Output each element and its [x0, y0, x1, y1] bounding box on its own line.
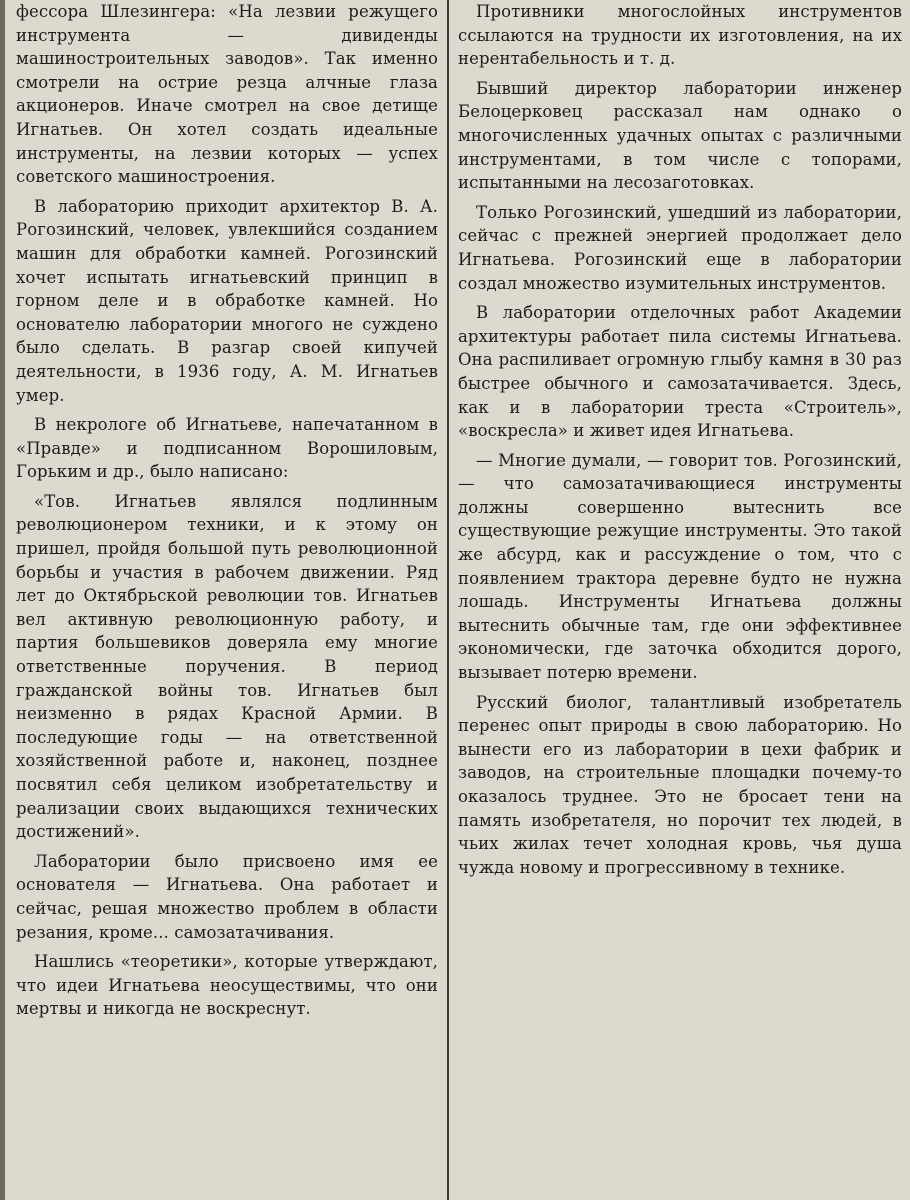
paragraph: фессора Шлезингера: «На лезвии режущего инструмента — дивиденды машиностроительных заводов». Так именно смотрели на острие резца алчные глаза акционеров. Иначе смотрел на свое детище Игнатьев. Он хотел создать идеальные инструменты, на лезвии которых — успех советского машиностроения.: [16, 2, 438, 187]
paragraph: В некрологе об Игнатьеве, напечатанном в «Правде» и подписанном Ворошиловым, Горьким и др., было написано:: [16, 415, 438, 482]
paragraph: В лабораторию приходит архитектор В. А. Рогозинский, человек, увлекшийся созданием машин для обработки камней. Рогозинский хочет испытать игнатьевский принцип в горном деле и в обработке камней. Но основателю лаборатории многого не суждено было сделать. В разгар своей кипучей деятельности, в 1936 году, А. М. Игнатьев умер.: [16, 196, 438, 405]
quote-paragraph: «Тов. Игнатьев являлся подлинным революционером техники, и к этому он пришел, пройдя большой путь революционной борьбы и участия в рабочем движении. Ряд лет до Октябрьской революции тов. Игнатьев вел активную революционную работу, и партия большевиков доверяла ему многие ответственные поручения. В период гражданской войны тов. Игнатьев был неизменно в рядах Красной Армии. В последующие годы — на ответственной хозяйственной работе и, наконец, позднее посвятил себя целиком изобретательству и реализации своих выдающихся технических достижений».: [16, 491, 438, 842]
paragraph: — Многие думали, — говорит тов. Рогозинский, — что самозатачивающиеся инструменты должны совершенно вытеснить все существующие режущие инструменты. Это такой же абсурд, как и рассуждение о том, что с появлением трактора деревне будто не нужна лошадь. Инструменты Игнатьева должны вытеснить обычные там, где они эффективнее экономически, где заточка обходится дорого, вызывает потерю времени.: [458, 450, 902, 683]
paragraph: Бывший директор лаборатории инженер Белоцерковец рассказал нам однако о многочисленных удачных опытах с различными инструментами, в том числе с топорами, испытанными на лесозаготовках.: [458, 78, 902, 193]
paragraph: В лаборатории отделочных работ Академии архитектуры работает пила системы Игнатьева. Она распиливает огромную глыбу камня в 30 раз быстрее обычного и самозатачивается. Здесь, как и в лаборатории треста «Строитель», «воскресла» и живет идея Игнатьева.: [458, 303, 902, 441]
paragraph: Русский биолог, талантливый изобретатель перенес опыт природы в свою лабораторию. Но вынести его из лаборатории в цехи фабрик и заводов, на строительные площадки почему-то оказалось труднее. Это не бросает тени на память изобретателя, но порочит тех людей, в чьих жилах течет холодная кровь, чья душа чужда новому и прогрессивному в технике.: [458, 692, 902, 877]
paragraph: Нашлись «теоретики», которые утверждают, что идеи Игнатьева неосуществимы, что они мертвы и никогда не воскреснут.: [16, 952, 438, 1019]
right-column: [458, 0, 902, 1200]
left-column: [16, 0, 438, 1200]
column-divider: [447, 0, 449, 1200]
paragraph: Только Рогозинский, ушедший из лаборатории, сейчас с прежней энергией продолжает дело Игнатьева. Рогозинский еще в лаборатории создал множество изумительных инструментов.: [458, 202, 902, 293]
paragraph: Лаборатории было присвоено имя ее основателя — Игнатьева. Она работает и сейчас, решая множество проблем в области резания, кроме... самозатачивания.: [16, 851, 438, 942]
paragraph: Противники многослойных инструментов ссылаются на трудности их изготовления, на их нерентабельность и т. д.: [458, 2, 902, 69]
page-edge-shadow: [0, 0, 5, 1200]
